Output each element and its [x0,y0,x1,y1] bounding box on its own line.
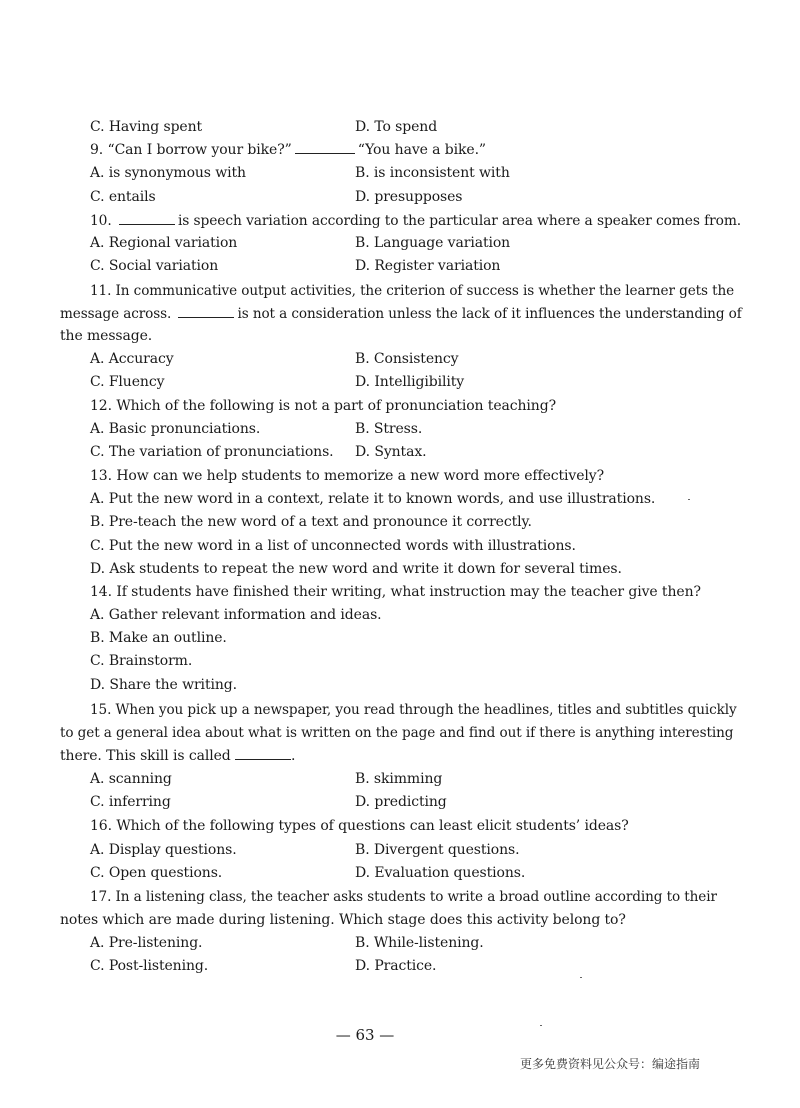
footer-note: 更多免费资料见公众号：编途指南 [519,1057,700,1071]
q14-option-b: B. Make an outline. [90,630,227,646]
q17-stem-line-1: 17. In a listening class, the teacher asks students to write a broad outline according to their [90,889,717,905]
q13-option-b: B. Pre-teach the new word of a text and pronounce it correctly. [90,514,532,530]
q16-stem: 16. Which of the following types of questions can least elicit students’ ideas? [90,818,629,834]
q15-option-a: A. scanning [90,771,172,787]
q9-stem: 9. “Can I borrow your bike?” “You have a bike.” [90,142,486,158]
q11-stem-line-2: message across. is not a consideration unless the lack of it influences the understanding of [60,306,742,322]
q17-option-a: A. Pre-listening. [90,935,203,951]
q17-option-d: D. Practice. [355,958,437,974]
q9-option-d: D. presupposes [355,189,463,205]
q17-stem-line-2: notes which are made during listening. Which stage does this activity belong to? [60,912,626,928]
q17-option-c: C. Post-listening. [90,958,209,974]
answer-blank [295,141,355,154]
q16-option-b: B. Divergent questions. [355,842,520,858]
scan-speck [580,977,582,978]
q12-option-b: B. Stress. [355,421,423,437]
q8-option-d: D. To spend [355,119,438,135]
q11-option-c: C. Fluency [90,374,165,390]
q15-stem-line-1: 15. When you pick up a newspaper, you read through the headlines, titles and subtitles quickly [90,702,737,718]
q12-stem: 12. Which of the following is not a part of pronunciation teaching? [90,398,556,414]
q17-option-b: B. While-listening. [355,935,484,951]
q10-option-d: D. Register variation [355,258,501,274]
q9-option-c: C. entails [90,189,156,205]
page-number: — 63 — [335,1026,395,1044]
q10-option-a: A. Regional variation [90,235,238,251]
q9-option-b: B. is inconsistent with [355,165,510,181]
answer-blank [235,747,291,760]
q12-option-c: C. The variation of pronunciations. [90,444,334,460]
q11-option-d: D. Intelligibility [355,374,465,390]
q13-option-a: A. Put the new word in a context, relate it to known words, and use illustrations. [90,491,656,507]
q14-option-c: C. Brainstorm. [90,653,193,669]
q14-stem: 14. If students have finished their writing, what instruction may the teacher give then? [90,584,701,600]
q16-option-a: A. Display questions. [90,842,237,858]
q15-stem-line-3: there. This skill is called . [60,748,296,764]
q12-option-d: D. Syntax. [355,444,427,460]
q11-stem-line-1: 11. In communicative output activities, the criterion of success is whether the learner gets the [90,283,735,299]
q13-option-c: C. Put the new word in a list of unconnected words with illustrations. [90,538,576,554]
answer-blank [119,212,175,225]
q15-option-d: D. predicting [355,794,447,810]
q8-option-c: C. Having spent [90,119,203,135]
scan-speck [688,499,690,500]
q12-option-a: A. Basic pronunciations. [90,421,261,437]
q11-stem-line-3: the message. [60,328,153,344]
q15-option-c: C. inferring [90,794,171,810]
q11-option-a: A. Accuracy [90,351,174,367]
q15-option-b: B. skimming [355,771,443,787]
q13-option-d: D. Ask students to repeat the new word and write it down for several times. [90,561,622,577]
q14-option-a: A. Gather relevant information and ideas. [90,607,382,623]
q16-option-d: D. Evaluation questions. [355,865,526,881]
q10-stem: 10. is speech variation according to the particular area where a speaker comes from. [90,213,742,229]
q11-option-b: B. Consistency [355,351,459,367]
q16-option-c: C. Open questions. [90,865,223,881]
q9-option-a: A. is synonymous with [90,165,246,181]
q13-stem: 13. How can we help students to memorize a new word more effectively? [90,468,604,484]
q15-stem-line-2: to get a general idea about what is written on the page and find out if there is anything interesting [60,725,734,741]
answer-blank [178,305,234,318]
q10-option-c: C. Social variation [90,258,219,274]
q10-option-b: B. Language variation [355,235,511,251]
q14-option-d: D. Share the writing. [90,677,237,693]
